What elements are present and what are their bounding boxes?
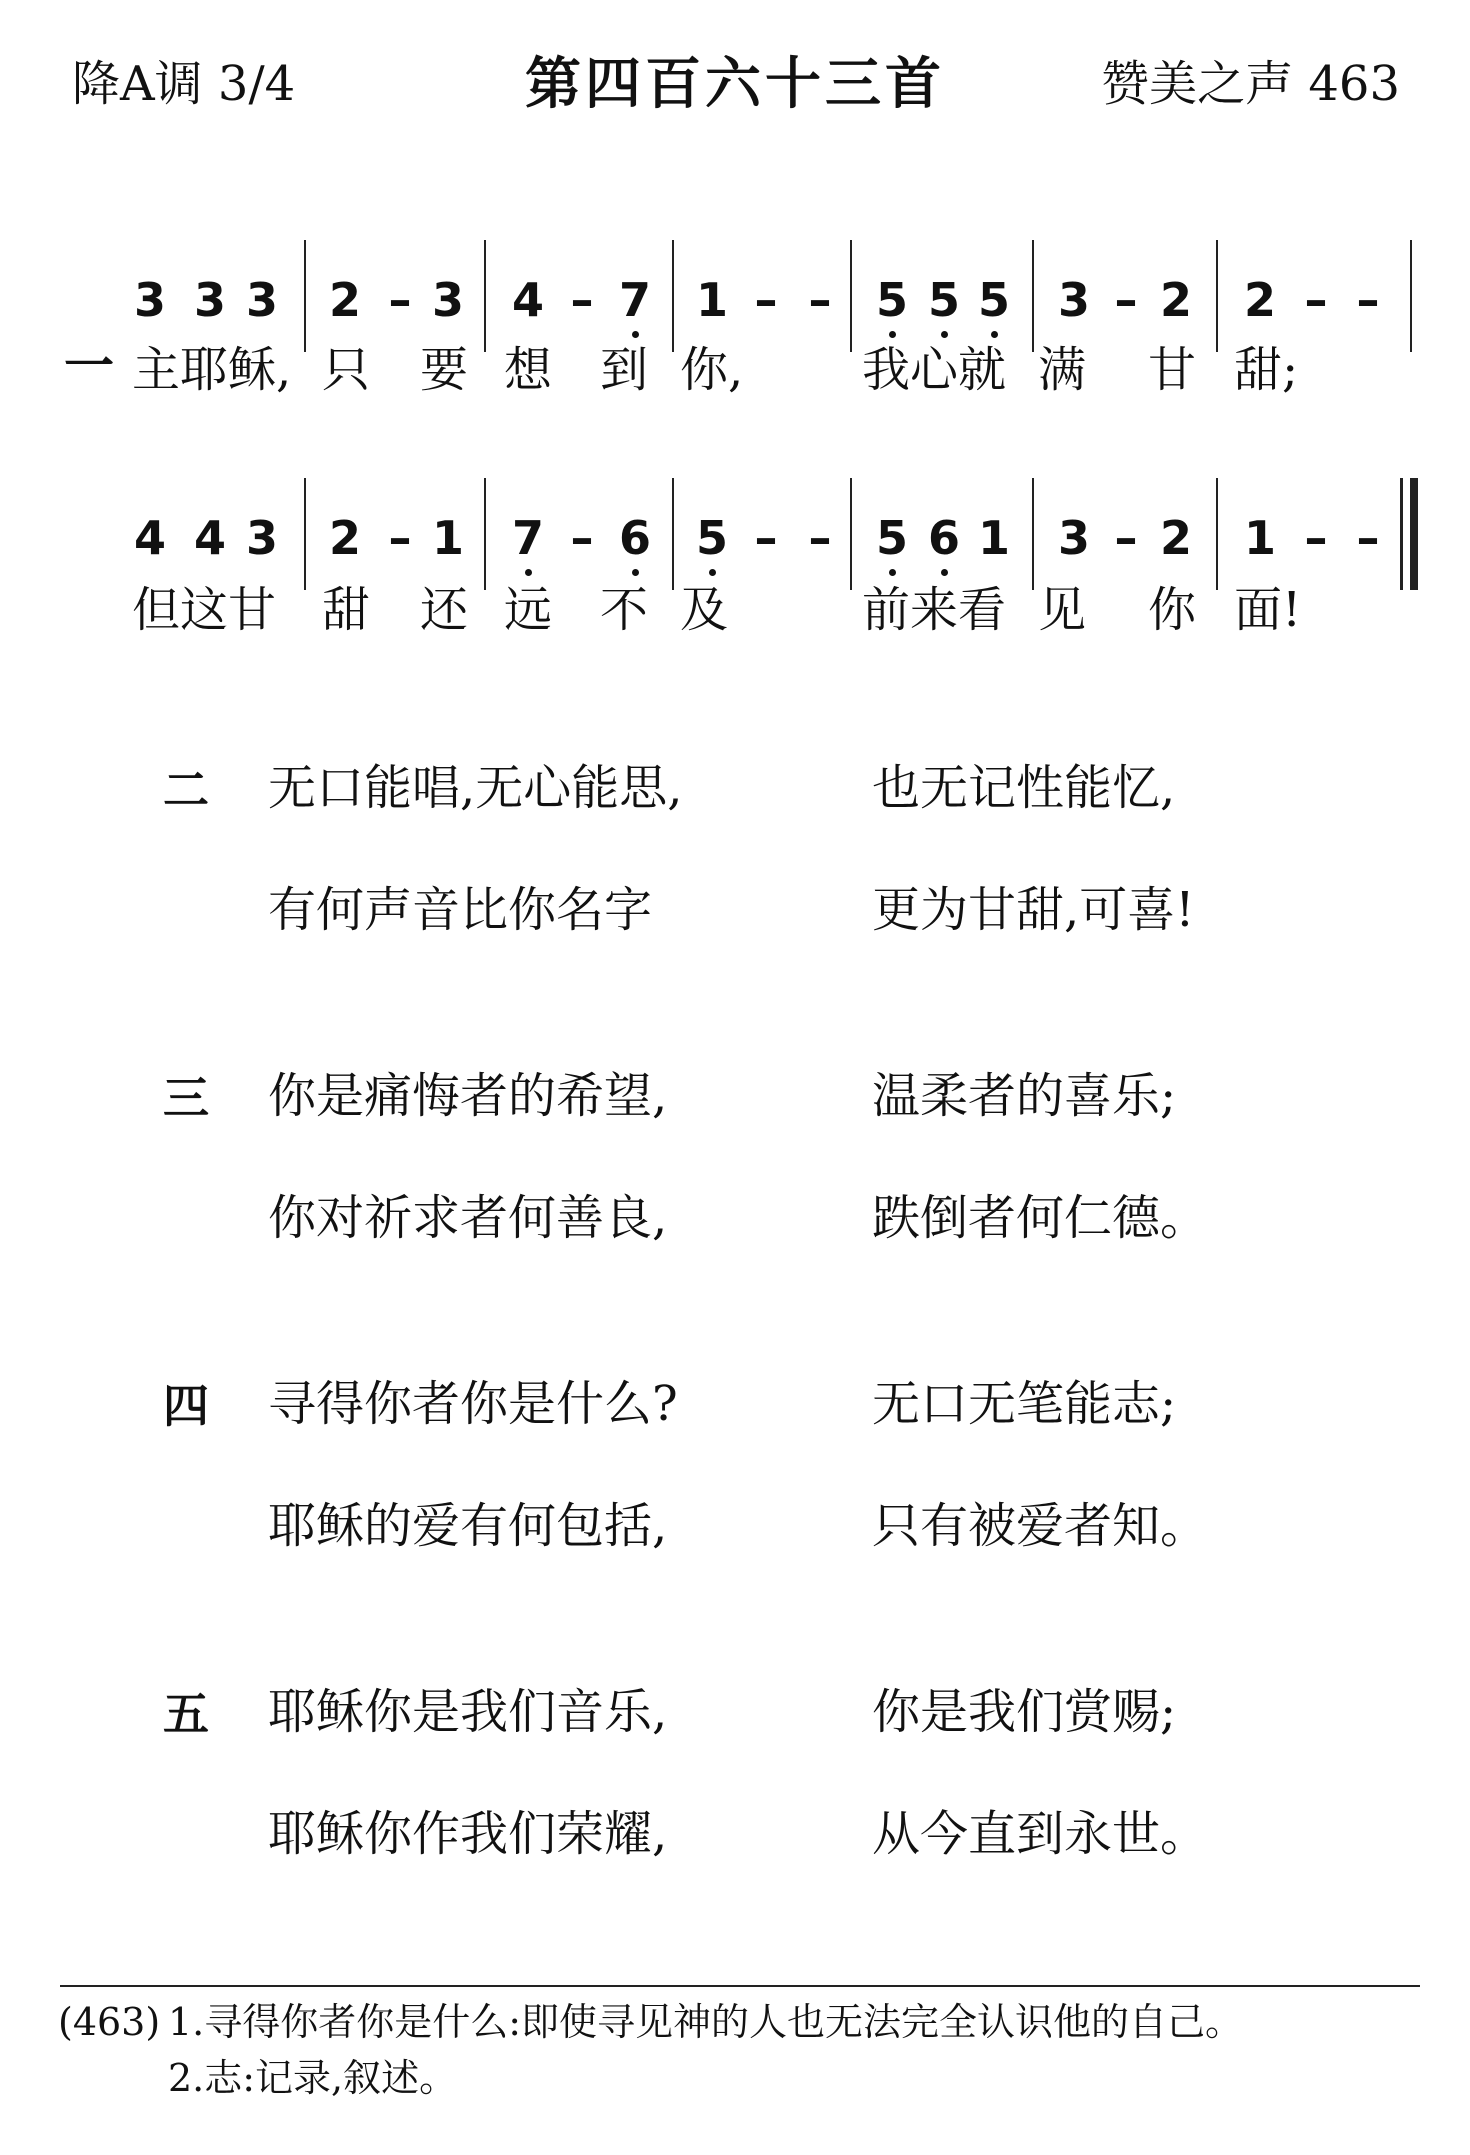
- final-barline-thin: [1400, 478, 1403, 590]
- lower-octave-dot: [889, 569, 896, 576]
- verse-number: 五: [163, 1687, 209, 1741]
- note-dash: –: [388, 511, 412, 565]
- footnote-1: 1.寻得你者你是什么:即使寻见神的人也无法完全认识他的自己。: [168, 2000, 1244, 2044]
- note: 5: [964, 272, 1024, 328]
- hymnal-reference: 赞美之声 463: [1101, 56, 1400, 112]
- note: 5: [862, 272, 922, 328]
- note-dash: –: [1356, 511, 1380, 565]
- lyric-syllable: 还: [420, 582, 469, 638]
- verse-line: 跌倒者何仁德。: [872, 1190, 1209, 1246]
- note: 2: [1159, 511, 1192, 565]
- note: 1: [695, 273, 728, 327]
- note-dash: –: [1356, 273, 1380, 327]
- lyric-syllable: 见: [1038, 582, 1087, 638]
- lower-octave-dot: [632, 331, 639, 338]
- lyric-syllable: 甘: [1148, 342, 1197, 398]
- verse-number-1: 一: [64, 337, 114, 395]
- note-dash: –: [1304, 511, 1328, 565]
- note: 4: [511, 273, 544, 327]
- note: 5: [862, 510, 922, 566]
- verse-line: 只有被爱者知。: [872, 1498, 1209, 1554]
- lyric-syllable: 满: [1038, 342, 1087, 398]
- footnote-reference: (463): [58, 2000, 161, 2044]
- note: 3: [133, 273, 166, 327]
- barline: [1216, 478, 1218, 590]
- lyric-syllable: 想: [504, 342, 553, 398]
- final-barline-thick: [1410, 478, 1418, 590]
- note: 3: [193, 273, 226, 327]
- barline: [304, 240, 306, 352]
- lower-octave-dot: [709, 569, 716, 576]
- verse-line: 你是我们赏赐;: [872, 1684, 1177, 1740]
- verse-line: 寻得你者你是什么?: [268, 1376, 678, 1432]
- lyric-syllable: 你: [1148, 582, 1197, 638]
- lyric-syllable: 前来看: [862, 582, 1007, 638]
- verse-line: 耶稣你作我们荣耀,: [268, 1806, 668, 1862]
- note-dash: –: [808, 511, 832, 565]
- key-signature: 降A调 3/4: [72, 56, 296, 112]
- lyric-syllable: 要: [420, 342, 469, 398]
- hymn-title: 第四百六十三首: [525, 51, 945, 117]
- note-dash: –: [388, 273, 412, 327]
- lyric-syllable: 远: [504, 582, 553, 638]
- note: 7: [605, 272, 665, 328]
- note: 1: [431, 511, 464, 565]
- note-dash: –: [570, 273, 594, 327]
- note: 1: [977, 511, 1010, 565]
- barline: [1032, 478, 1034, 590]
- note-dash: –: [754, 511, 778, 565]
- note: 4: [133, 511, 166, 565]
- verse-number: 二: [163, 763, 209, 817]
- barline: [484, 478, 486, 590]
- barline: [1216, 240, 1218, 352]
- lower-octave-dot: [632, 569, 639, 576]
- note: 2: [328, 273, 361, 327]
- lower-octave-dot: [941, 331, 948, 338]
- note-dash: –: [808, 273, 832, 327]
- lyric-syllable: 及: [680, 582, 729, 638]
- note: 4: [193, 511, 226, 565]
- verse-line: 耶稣你是我们音乐,: [268, 1684, 668, 1740]
- footnote-divider: [60, 1985, 1420, 1987]
- note: 3: [245, 511, 278, 565]
- lyric-syllable: 你,: [680, 342, 744, 398]
- note: 5: [914, 272, 974, 328]
- note: 6: [605, 510, 665, 566]
- verse-number: 三: [163, 1071, 209, 1125]
- note: 6: [914, 510, 974, 566]
- note: 5: [682, 510, 742, 566]
- barline: [1032, 240, 1034, 352]
- note: 3: [1057, 511, 1090, 565]
- lyric-syllable: 我心就: [862, 342, 1007, 398]
- verse-line: 你对祈求者何善良,: [268, 1190, 668, 1246]
- verse-line: 无口能唱,无心能思,: [268, 760, 683, 816]
- note-dash: –: [1114, 273, 1138, 327]
- lyric-syllable: 甜;: [1234, 342, 1299, 398]
- verse-line: 有何声音比你名字: [268, 882, 653, 938]
- note: 3: [431, 273, 464, 327]
- footnote-2: 2.志:记录,叙述。: [168, 2056, 458, 2100]
- lyric-syllable: 甜: [322, 582, 371, 638]
- note-dash: –: [1304, 273, 1328, 327]
- lower-octave-dot: [889, 331, 896, 338]
- barline: [850, 240, 852, 352]
- lyric-syllable: 主耶稣,: [132, 342, 292, 398]
- note-dash: –: [754, 273, 778, 327]
- lyric-syllable: 不: [600, 582, 649, 638]
- lyric-syllable: 只: [322, 342, 371, 398]
- verse-line: 无口无笔能志;: [872, 1376, 1177, 1432]
- verse-line: 耶稣的爱有何包括,: [268, 1498, 668, 1554]
- note: 1: [1243, 511, 1276, 565]
- note: 2: [1159, 273, 1192, 327]
- note: 2: [1243, 273, 1276, 327]
- verse-number: 四: [163, 1379, 209, 1433]
- lyric-syllable: 到: [600, 342, 649, 398]
- barline: [304, 478, 306, 590]
- verse-line: 你是痛悔者的希望,: [268, 1068, 668, 1124]
- note-dash: –: [570, 511, 594, 565]
- barline: [672, 240, 674, 352]
- lyric-syllable: 面!: [1234, 582, 1302, 638]
- lower-octave-dot: [941, 569, 948, 576]
- barline: [850, 478, 852, 590]
- barline: [1410, 240, 1412, 352]
- barline: [484, 240, 486, 352]
- lower-octave-dot: [991, 331, 998, 338]
- barline: [672, 478, 674, 590]
- lower-octave-dot: [525, 569, 532, 576]
- note: 3: [1057, 273, 1090, 327]
- note: 2: [328, 511, 361, 565]
- note: 3: [245, 273, 278, 327]
- verse-line: 从今直到永世。: [872, 1806, 1209, 1862]
- lyric-syllable: 但这甘: [132, 582, 277, 638]
- verse-line: 温柔者的喜乐;: [872, 1068, 1177, 1124]
- verse-line: 更为甘甜,可喜!: [872, 882, 1195, 938]
- note-dash: –: [1114, 511, 1138, 565]
- note: 7: [498, 510, 558, 566]
- verse-line: 也无记性能忆,: [872, 760, 1176, 816]
